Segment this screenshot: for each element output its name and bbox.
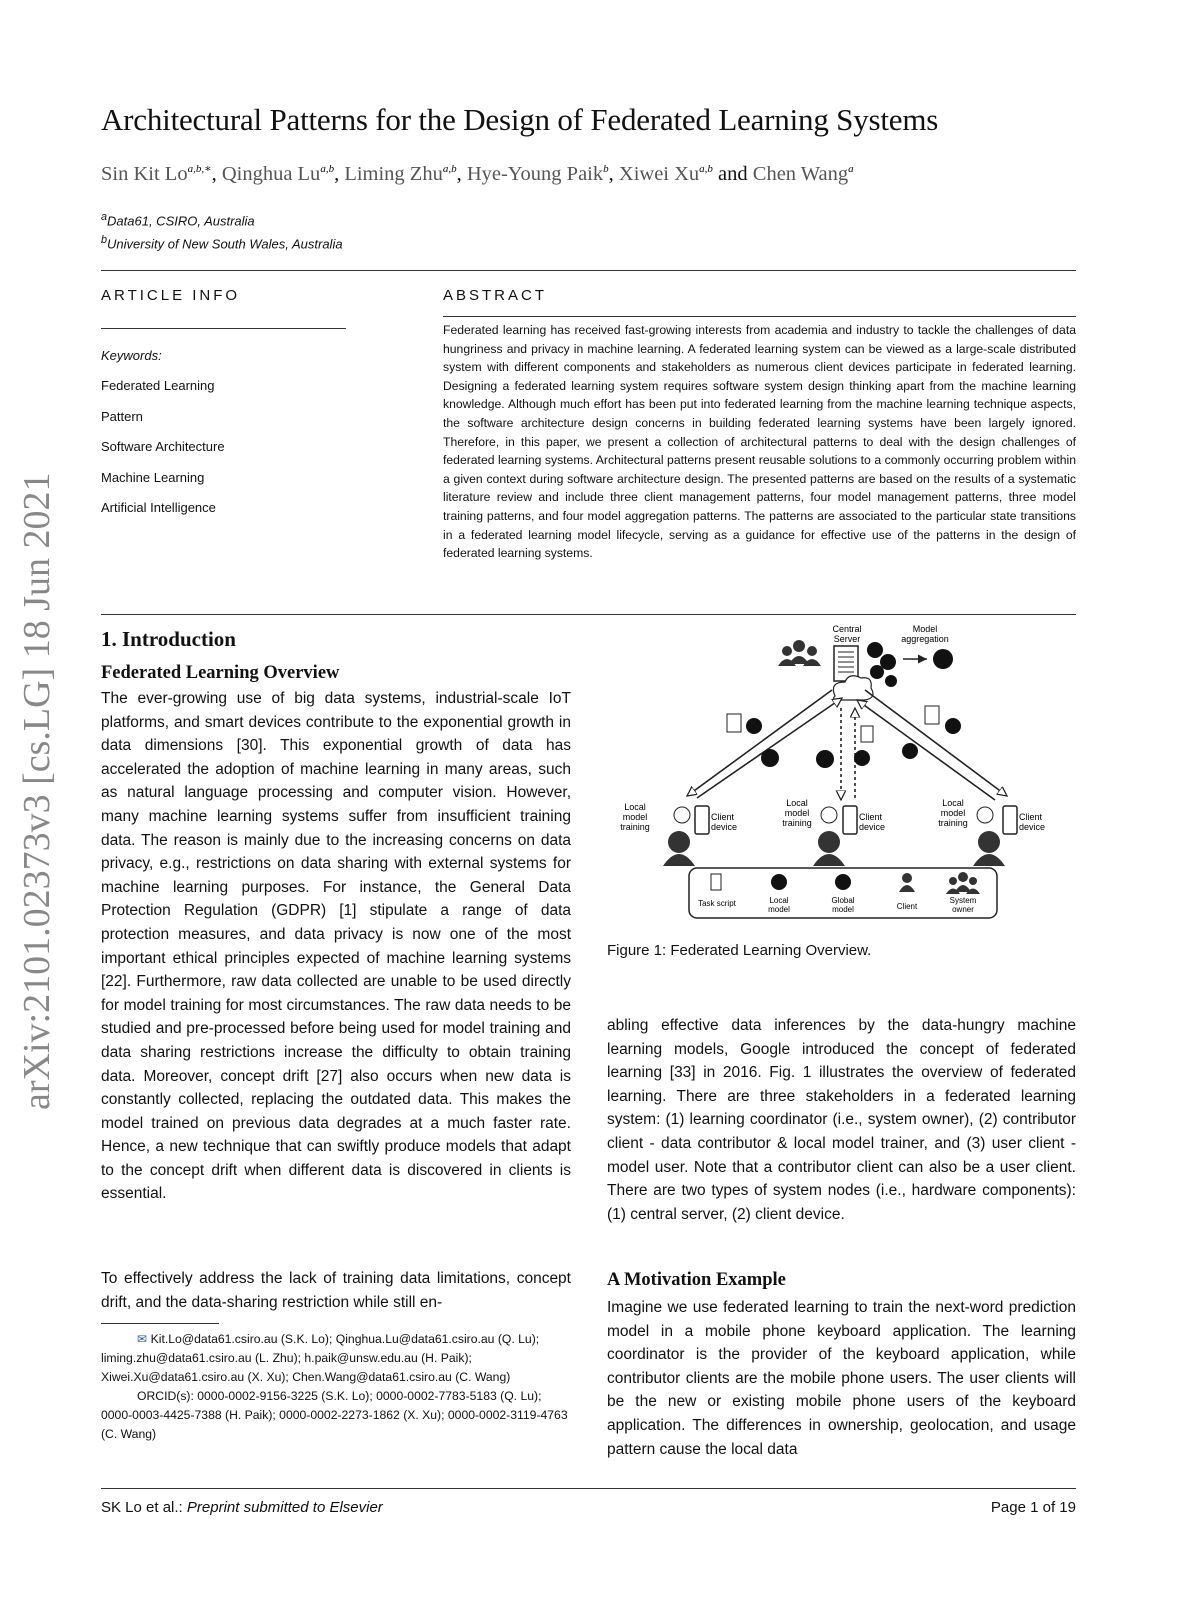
legend-label: Local: [769, 896, 789, 905]
intro-paragraph-3: abling effective data inferences by the data-hungry machine learning models, Google introduced the concept of federated learning [33] in 2016. Fig. 1 illustrates the overview of federated learning. There are three stakeholders in a federated learning system: (1) learning coordinator (i.e., system owner), (2) contributor client - data contributor & local model trainer, and (3) user client - model user. Note that a contributor client can also be a user client. There are two types of system nodes (i.e., hardware components): (1) central server, (2) client device.: [607, 1017, 1076, 1223]
author-name[interactable]: Hye-Young Paik: [466, 162, 604, 185]
local-model-training-label: Local: [786, 798, 808, 808]
email-icon: ✉: [137, 1332, 148, 1346]
keyword-item: Federated Learning: [101, 378, 215, 393]
header-rule: [101, 270, 1076, 271]
local-model-training-label: Local: [624, 802, 646, 812]
footer-rule: [101, 1488, 1076, 1489]
affiliation-text: University of New South Wales, Australia: [107, 236, 343, 252]
task-script-icon: [711, 874, 721, 890]
footer-venue: Preprint submitted to Elsevier: [186, 1499, 383, 1516]
author-name[interactable]: Qinghua Lu: [221, 162, 321, 185]
abstract-rule: [443, 316, 1076, 317]
author-separator: ,: [211, 162, 222, 185]
client-device-icon: [843, 806, 857, 834]
intro-paragraph-4: Imagine we use federated learning to train the next-word prediction model in a mobile phone keyboard application. The learning coordinator is the provider of the keyboard application, while contributor clients are the mobile phone users. The user clients will be the new or existing mobile phone users of the keyboard application. The differences in ownership, geolocation, and usage pattern cause the local data: [607, 1299, 1076, 1458]
author-name[interactable]: Chen Wang: [752, 162, 849, 185]
abstract-text: Federated learning has received fast-growing interests from academia and industry to tackle the challenges of data hungriness and privacy in machine learning. A federated learning system can be viewed as a large-scale distributed system with different components and stakeholders as numerous client devices participate in federated learning. Designing a federated learning system requires software system design thinking apart from the machine learning knowledge. Although much effort has been put into federated learning from the machine learning technique aspects, the software architecture design concerns in building federated learning systems have been largely ignored. Therefore, in this paper, we present a collection of architectural patterns to deal with the design challenges of federated learning systems. Architectural patterns present reusable solutions to a commonly occurring problem within a given context during software architecture design. The presented patterns are based on the results of a systematic literature review and include three client management patterns, four model management patterns, three model training patterns, and four model aggregation patterns. The patterns are associated to the particular state transitions in a federated learning model lifecycle, serving as a guidance for effective use of the patterns in the design of federated learning systems.: [443, 323, 1076, 561]
keyword-item: Machine Learning: [101, 470, 205, 485]
affiliation-line: [101, 234, 343, 251]
author-affil-mark: a,b: [699, 163, 713, 175]
client-device-label: device: [711, 822, 738, 832]
local-model-training-label: Local: [942, 798, 964, 808]
paper-title: Architectural Patterns for the Design of Federated Learning Systems: [101, 102, 939, 137]
model-aggregation-label: aggregation: [901, 634, 949, 644]
global-model-icon: [933, 649, 953, 669]
figure-caption: Figure 1: Federated Learning Overview.: [607, 942, 872, 959]
author-separator: ,: [608, 162, 619, 185]
author-affil-mark: a,b: [442, 163, 457, 175]
client-device-label: Client: [859, 812, 883, 822]
footnote: [101, 1330, 571, 1444]
section-title: 1. Introduction: [101, 627, 236, 651]
keyword-item: Artificial Intelligence: [101, 500, 216, 515]
footer-author: SK Lo et al.:: [101, 1499, 187, 1516]
keywords-label: Keywords:: [101, 348, 162, 363]
client-device-label: device: [859, 822, 886, 832]
local-model-training-label: training: [782, 818, 812, 828]
author-name[interactable]: Sin Kit Lo: [101, 162, 188, 185]
central-server-label: Central: [832, 624, 862, 634]
arxiv-identifier: arXiv:2101.02373v3 [cs.LG] 18 Jun 2021: [16, 472, 58, 1110]
legend-label: Global: [831, 896, 855, 905]
intro-paragraph-2: To effectively address the lack of training data limitations, concept drift, and the data-sharing restriction while still en-: [101, 1270, 571, 1311]
abstract-heading: ABSTRACT: [443, 287, 548, 304]
subsection-title: A Motivation Example: [607, 1270, 786, 1290]
footnote-orcid: ORCID(s): 0000-0002-9156-3225 (S.K. Lo); 0000-0002-7783-5183 (Q. Lu); 0000-0003-4425-7388 (H. Paik); 0000-0002-2273-1862 (X. Xu); 0000-0002-3119-4763 (C. Wang): [101, 1389, 568, 1441]
keyword-item: Software Architecture: [101, 439, 225, 454]
client-device-label: device: [1019, 822, 1046, 832]
model-aggregation-gears-icon: [867, 642, 897, 687]
author-affil-mark: b: [603, 163, 609, 175]
affiliation-line: [101, 211, 255, 228]
article-info-heading: ARTICLE INFO: [101, 287, 241, 304]
footnote-emails: [101, 1330, 571, 1387]
section-rule: [101, 614, 1076, 615]
client-device-label: Client: [711, 812, 735, 822]
legend-label: Client: [896, 902, 918, 911]
local-model-training-label: training: [938, 818, 968, 828]
local-model-training-label: model: [622, 812, 648, 822]
affiliation-mark: a: [101, 211, 108, 223]
author-name[interactable]: Liming Zhu: [344, 162, 443, 185]
client-device-label: Client: [1019, 812, 1043, 822]
global-model-icon: [835, 874, 851, 890]
subsection-title: Federated Learning Overview: [101, 663, 340, 683]
client-middle: [782, 798, 885, 866]
local-model-training-label: training: [620, 822, 650, 832]
client-left: [620, 802, 737, 866]
legend-label: Task script: [698, 899, 736, 908]
author-list: [101, 162, 854, 186]
footnote-email-text[interactable]: Kit.Lo@data61.csiro.au (S.K. Lo); Qinghua.Lu@data61.csiro.au (Q. Lu); liming.zhu@data61.csiro.au (L. Zhu); h.paik@unsw.edu.au (H. Paik); Xiwei.Xu@data61.csiro.au (X. Xu); Chen.Wang@data61.csiro.au (C. Wang): [101, 1332, 540, 1384]
legend-label: System: [949, 896, 977, 905]
legend-label: model: [832, 905, 854, 914]
legend-label: owner: [952, 905, 974, 914]
author-name[interactable]: Xiwei Xu: [618, 162, 700, 185]
model-aggregation-label: Model: [912, 624, 938, 634]
intro-paragraph-1: The ever-growing use of big data systems, industrial-scale IoT platforms, and smart devices contribute to the exponential growth in data dimensions [30]. This exponential growth of data has accelerated the adoption of machine learning in many areas, such as natural language processing and computer vision. However, many machine learning systems suffer from insufficient training data. The reason is mainly due to the increasing concerns on data privacy, e.g., restrictions on data sharing with external systems for machine learning purposes. For instance, the General Data Protection Regulation (GDPR) [1] stipulate a range of data protection measures, and data privacy is now one of the most important ethical principles expected of machine learning systems [22]. Furthermore, raw data collected are unable to be used directly for model training for most circumstances. The raw data needs to be studied and pre-processed before being used for model training and data sharing restrictions increase the difficulty to obtain training data. Moreover, concept drift [27] also occurs when new data is constantly collected, replacing the outdated data. This makes the model trained on previous data degrades at a much faster rate. Hence, a new technique that can swiftly produce models that adapt to the concept drift when different data is discovered in clients is essential.: [101, 690, 571, 1203]
local-model-training-label: model: [940, 808, 966, 818]
author-affil-mark: a: [848, 163, 854, 175]
footnote-rule: [101, 1323, 219, 1324]
local-model-icon: [746, 718, 961, 768]
legend-label: model: [768, 905, 790, 914]
author-affil-mark: a,b: [320, 163, 335, 175]
client-device-icon: [1003, 806, 1017, 834]
affiliation-mark: b: [101, 234, 108, 246]
client-device-icon: [695, 806, 709, 834]
keyword-item: Pattern: [101, 409, 143, 424]
system-owner-icon: [778, 640, 821, 666]
page-number: Page 1 of 19: [990, 1499, 1076, 1516]
central-server-label: Server: [833, 634, 861, 644]
affiliation-text: Data61, CSIRO, Australia: [107, 213, 255, 229]
author-separator: ,: [334, 162, 345, 185]
article-info-rule: [101, 328, 346, 329]
federated-learning-figure: [607, 618, 1077, 923]
author-affil-mark: a,b,∗: [187, 163, 212, 175]
local-model-icon: [771, 874, 787, 890]
author-separator: and: [712, 162, 753, 185]
local-model-training-label: model: [784, 808, 810, 818]
footer-left: [101, 1499, 383, 1516]
client-right: [938, 798, 1045, 866]
author-separator: ,: [456, 162, 467, 185]
